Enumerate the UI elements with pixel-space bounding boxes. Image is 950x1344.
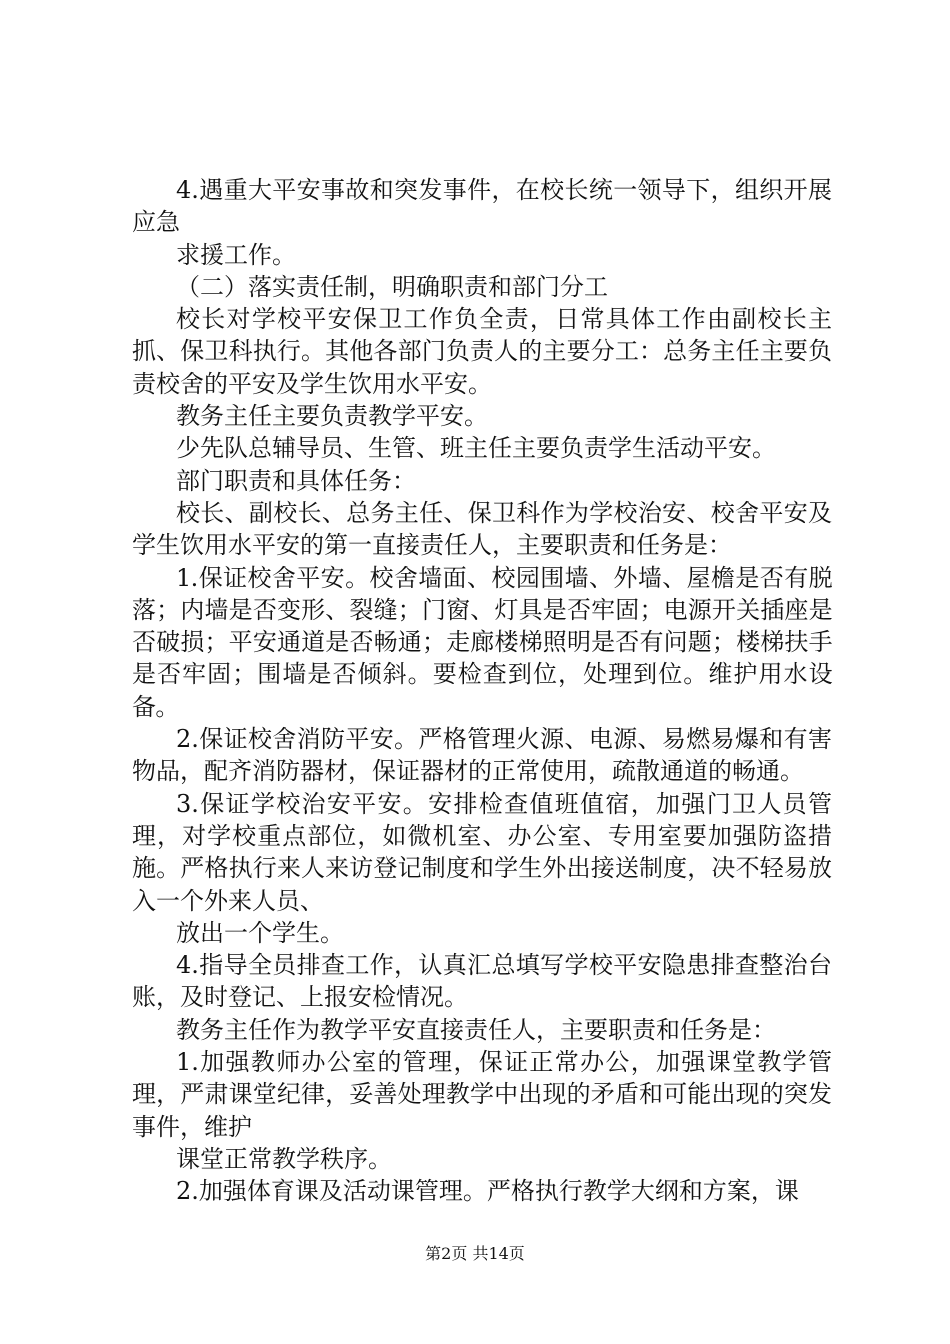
paragraph-young-pioneers: 少先队总辅导员、生管、班主任主要负责学生活动平安。 — [176, 434, 776, 463]
section-heading-responsibility: （二）落实责任制，明确职责和部门分工 — [176, 272, 608, 301]
paragraph-emergency-rescue: 4.遇重大平安事故和突发事件，在校长统一领导下，组织开展应急 — [132, 176, 832, 237]
paragraph-pe-class: 2.加强体育课及活动课管理。严格执行教学大纲和方案，课 — [176, 1177, 799, 1206]
document-body — [132, 174, 832, 1208]
paragraph-building-safety: 1.保证校舍平安。校舍墙面、校园围墙、外墙、屋檐是否有脱落；内墙是否变形、裂缝；门窗、灯具是否牢固；电源开关插座是否破损；平安通道是否畅通；走廊楼梯照明是否有问题；楼梯扶手是否牢固；围墙是否倾斜。要检查到位，处理到位。维护用水设备。 — [132, 563, 832, 721]
paragraph-inspection: 4.指导全员排查工作，认真汇总填写学校平安隐患排查整治台账，及时登记、上报安检情况。 — [132, 951, 832, 1012]
paragraph-first-responsible: 校长、副校长、总务主任、保卫科作为学校治安、校舍平安及学生饮用水平安的第一直接责任人，主要职责和任务是： — [132, 498, 832, 560]
paragraph-academic-director: 教务主任主要负责教学平安。 — [176, 402, 488, 431]
paragraph-academic-responsible: 教务主任作为教学平安直接责任人，主要职责和任务是： — [176, 1015, 776, 1044]
paragraph-office-management: 1.加强教师办公室的管理，保证正常办公，加强课堂教学管理，严肃课堂纪律，妥善处理教学中出现的矛盾和可能出现的突发事件，维护 — [132, 1048, 832, 1141]
page-number-footer: 第2页 共14页 — [425, 1244, 525, 1263]
paragraph-fire-safety: 2.保证校舍消防平安。严格管理火源、电源、易燃易爆和有害物品，配齐消防器材，保证器材的正常使用，疏散通道的畅通。 — [132, 725, 832, 786]
paragraph-no-student-out: 放出一个学生。 — [176, 918, 344, 947]
paragraph-security: 3.保证学校治安平安。安排检查值班值宿，加强门卫人员管理，对学校重点部位，如微机室、办公室、专用室要加强防盗措施。严格执行来人来访登记制度和学生外出接送制度，决不轻易放入一个外来人员、 — [132, 789, 832, 915]
paragraph-rescue-work: 求援工作。 — [176, 240, 296, 269]
paragraph-department-duties: 部门职责和具体任务： — [176, 466, 416, 495]
paragraph-principal-duty: 校长对学校平安保卫工作负全责，日常具体工作由副校长主抓、保卫科执行。其他各部门负责人的主要分工：总务主任主要负责校舍的平安及学生饮用水平安。 — [132, 305, 832, 398]
paragraph-class-order: 课堂正常教学秩序。 — [176, 1144, 392, 1173]
